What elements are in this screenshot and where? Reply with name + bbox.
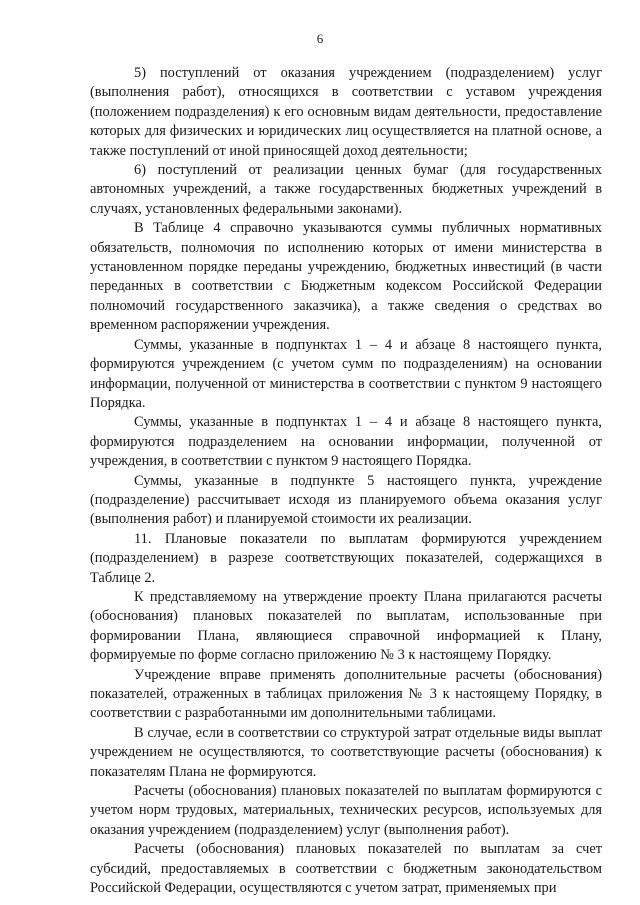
paragraph-subsidies: Расчеты (обоснования) плановых показателей по выплатам за счет субсидий, предоставляемых в соответствии с бюджетным законодательством Российской Федерации, осуществляются с учетом затрат, применяемых при — [90, 841, 602, 897]
paragraph-sums-item-5: Суммы, указанные в подпункте 5 настоящего пункта, учреждение (подразделение) рассчитывает исходя из планируемого объема оказания услуг (выполнения работ) и планируемой стоимости их реализации. — [90, 472, 602, 528]
paragraph-calculations-attached: К представляемому на утверждение проекту Плана прилагаются расчеты (обоснования) плановых показателей по выплатам, использованные при формировании Плана, являющиеся справочной информацией к Плану, формируемые по форме согласно приложению № 3 к настоящему Порядку. — [90, 588, 602, 664]
paragraph-item-5: 5) поступлений от оказания учреждением (подразделением) услуг (выполнения работ), относящихся в соответствии с уставом учреждения (положением подразделения) к его основным видам деятельности, предоставление которых для физических и юридических лиц осуществляется на платной основе, а также поступлений от иной приносящей доход деятельности; — [90, 65, 602, 159]
paragraph-sums-subdivision: Суммы, указанные в подпунктах 1 – 4 и абзаце 8 настоящего пункта, формируются подразделением на основании информации, полученной от учреждения, в соответствии с пунктом 9 настоящего Порядка. — [90, 414, 602, 470]
paragraph-additional-calculations: Учреждение вправе применять дополнительные расчеты (обоснования) показателей, отраженных в таблицах приложения № 3 к настоящему Порядку, в соответствии с разработанными им дополнительными таблицами. — [90, 666, 602, 722]
paragraph-sums-institution: Суммы, указанные в подпунктах 1 – 4 и абзаце 8 настоящего пункта, формируются учреждением (с учетом сумм по подразделениям) на основании информации, полученной от министерства в соответствии с пунктом 9 настоящего Порядка. — [90, 336, 602, 411]
page-number: 6 — [316, 31, 324, 46]
paragraph-table-4-note: В Таблице 4 справочно указываются суммы публичных нормативных обязательств, полномочия по исполнению которых от имени министерства в установленном порядке переданы учреждению, бюджетных инвестиций (в части переданных в соответствии с Бюджетным кодексом Российской Федерации полномочий государственного заказчика), а также сведения о средствах во временном распоряжении учреждения. — [90, 220, 602, 334]
document-body — [90, 64, 602, 898]
paragraph-item-6: 6) поступлений от реализации ценных бумаг (для государственных автономных учреждений, а также государственных бюджетных учреждений в случаях, установленных федеральными законами). — [90, 162, 602, 217]
paragraph-no-calculations: В случае, если в соответствии со структурой затрат отдельные виды выплат учреждением не осуществляются, то соответствующие расчеты (обоснования) к показателям Плана не формируются. — [90, 724, 602, 780]
paragraph-clause-11: 11. Плановые показатели по выплатам формируются учреждением (подразделением) в разрезе соответствующих показателей, содержащихся в Таблице 2. — [90, 530, 602, 586]
paragraph-norms: Расчеты (обоснования) плановых показателей по выплатам формируются с учетом норм трудовых, материальных, технических ресурсов, используемых для оказания учреждением (подразделением) услуг (выполнения работ). — [90, 783, 602, 838]
